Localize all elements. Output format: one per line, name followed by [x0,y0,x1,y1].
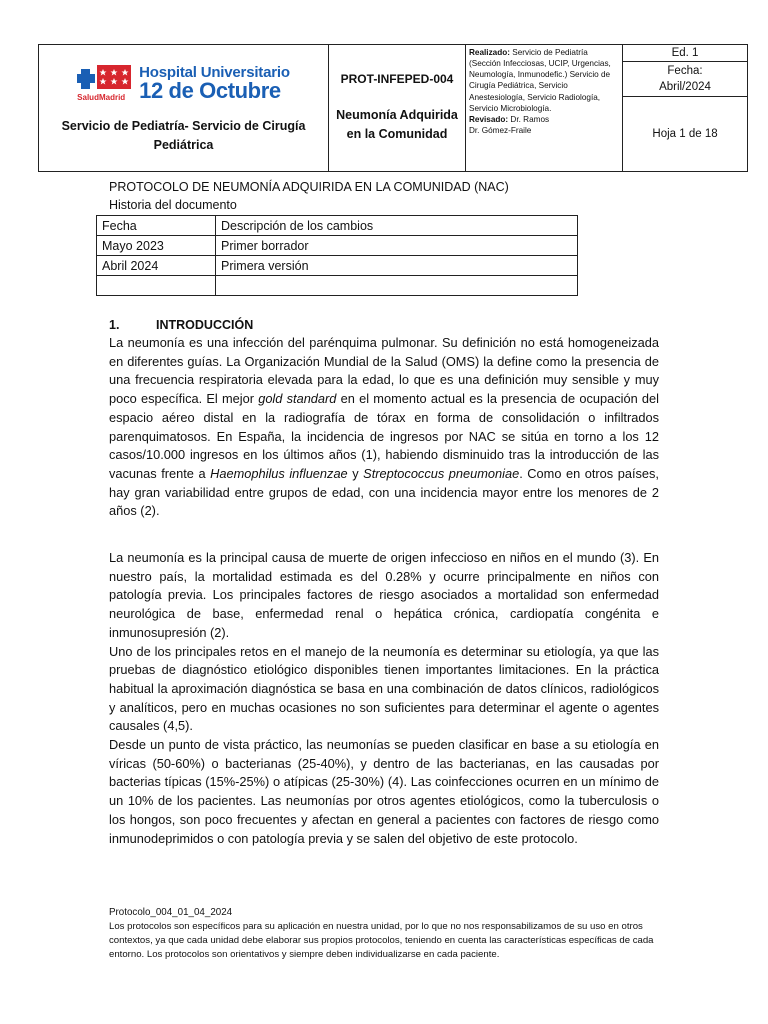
history-header-desc: Descripción de los cambios [216,216,578,236]
fecha-block [623,62,747,97]
page-number: Hoja 1 de 18 [652,128,718,140]
footer-code: Protocolo_004_01_04_2024 [109,907,233,918]
department-name: Servicio de Pediatría- Servicio de Cirugía Pediátrica [61,118,306,152]
logo-line2: 12 de Octubre [139,78,281,104]
intro-paragraph-1 [109,334,659,521]
document-header [38,44,748,172]
history-cell-date [97,276,216,296]
protocol-cell [329,45,466,172]
header-logo-cell [39,45,329,172]
fecha-value: Abril/2024 [659,81,711,94]
intro-paragraph-4: Desde un punto de vista práctico, las neumonías se pueden clasificar en base a su etiología en víricas (50-60%) o bacterianas (25-40%), y dentro de las bacterianas, en las causadas por bacterias típicas (15%-25%) o atípicas (25-30%) (4). Las coinfecciones ocurren en un mínimo de un 10% de los pacientes. Las neumonías por otros agentes etiológicos, como la tuberculosis o los hongos, son poco frecuentes y afectan en general a pacientes con factores de riesgo como inmunodeprimidos o con patología previa y se salen del objetivo de este protocolo. [109,737,659,846]
p1-text-c: . Como en otros países, hay gran variabilidad entre grupos de edad, con una incidencia mayor entre los menores de 2 años (2). [109,465,659,519]
history-table [96,215,578,296]
section-number: 1. [109,318,120,332]
intro-paragraph-2: La neumonía es la principal causa de muerte de origen infeccioso en niños en el mundo (3). En nuestro país, la mortalidad estimada es del 0.28% y ocurre principalmente en niños con patología previa. Los principales factores de riesgo asociados a mortalidad son enfermedad neurológica de base, enfermedad renal o hepática crónica, cardiopatía congénita e inmunosupresión (2). [109,550,659,640]
table-row [97,276,578,296]
revisado-text-2: Dr. Gómez-Fraile [469,126,532,136]
table-row [97,236,578,256]
p1-text-a: La neumonía es una infección del parénquima pulmonar. Su definición no está homogeneizada en diferentes guías. La Organización Mundial de la Salud (OMS) la define como la presencia de una frecuencia respiratoria elevada para la edad, lo que es una definición muy sensible y muy poco específica. El mejor [109,335,659,407]
revisado-text: Dr. Ramos [510,114,550,124]
p1-streptococcus: Streptococcus pneumoniae [363,465,520,481]
table-row [97,256,578,276]
footer-disclaimer: Los protocolos son específicos para su aplicación en nuestra unidad, por lo que no nos responsabilizamos de su uso en otros contextos, ya que cada unidad debe elaborar sus propios protocolos, teniendo en cuenta las características específicas de cada entorno. Los protocolos son orientativos y siempre deben individualizarse en cada paciente. [109,921,654,960]
intro-paragraphs [109,549,659,848]
intro-paragraph-3: Uno de los principales retos en el manejo de la neumonía es determinar su etiología, ya que las pruebas de diagnóstico etiológico disponibles tienen importantes limitaciones. En la práctica habitual la aproximación diagnóstica se basa en una combinación de datos clínicos, radiológicos y analíticos, pero en muchas ocasiones no son suficientes para determinar el agente o agentes causales (4,5). [109,643,659,734]
revisado-label: Revisado: [469,114,509,124]
fecha-label: Fecha: [667,65,703,77]
realizado-text: Servicio de Pediatría (Sección Infecciosas, UCIP, Urgencias, Neumología, Inmunodefic.) Servicio de Cirugía Pediátrica, Servicio Anestesiología, Servicio Radiología, Servicio Microbiología. [469,48,611,113]
p1-gold-standard: gold standard [258,391,337,407]
section-heading [109,318,253,332]
history-cell-desc: Primer borrador [216,236,578,256]
history-title: Historia del documento [109,198,237,212]
salud-madrid-brand: SaludMadrid [77,92,126,102]
history-header-fecha: Fecha [97,216,216,236]
history-header-row [97,216,578,236]
protocol-code: PROT-INFEPED-004 [340,72,454,87]
authorship-cell [466,45,623,172]
edition: Ed. 1 [623,45,747,62]
realizado-label: Realizado: [469,48,510,57]
history-cell-desc [216,276,578,296]
history-cell-desc: Primera versión [216,256,578,276]
document-title: PROTOCOLO DE NEUMONÍA ADQUIRIDA EN LA COMUNIDAD (NAC) [109,180,509,194]
logo-line1: Hospital Universitario [139,64,290,82]
p1-haemophilus: Haemophilus influenzae [210,465,348,481]
p1-text-y: y [347,465,364,481]
hospital-logo [39,63,328,105]
p1-text-b: en el momento actual es la presencia de ocupación del espacio aéreo distal en la radiografía de tórax en forma de consolidación o infiltrados parenquimatosos. En España, la incidencia de ingresos por NAC se sitúa en torno a los 12 casos/10.000 ingresos en los últimos años (1), habiendo disminuido tras la introducción de las vacunas frente a [109,391,659,481]
history-cell-date: Mayo 2023 [97,236,216,256]
protocol-title: Neumonía Adquirida en la Comunidad [336,108,458,141]
edition-cell [623,45,748,172]
document-footer [109,906,669,962]
section-title: INTRODUCCIÓN [156,318,254,332]
salud-madrid-logo-icon [77,63,133,105]
history-cell-date: Abril 2024 [97,256,216,276]
